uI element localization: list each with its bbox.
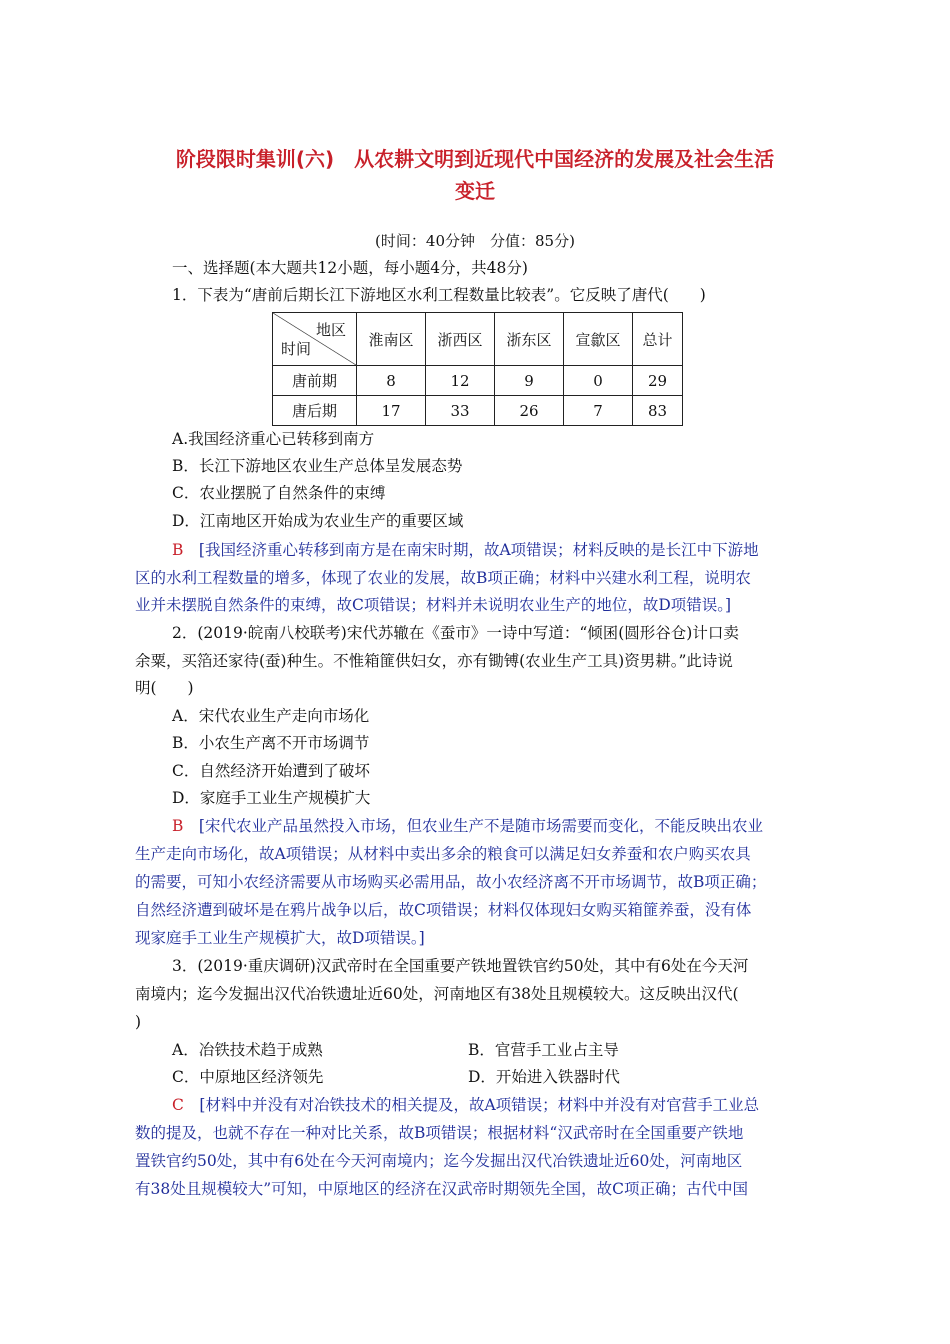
table-cell: 83 [633, 396, 683, 426]
q2-explanation-line: 自然经济遭到破坏是在鸦片战争以后，故C项错误；材料仅体现妇女购买箱篚养蚕，没有体 [135, 901, 752, 919]
q2-answer [172, 815, 763, 837]
q2-option-d: D．家庭手工业生产规模扩大 [172, 789, 371, 807]
q3-explanation-line: 置铁官约50处，其中有6处在今天河南境内；迄今发掘出汉代冶铁遗址近60处，河南地区 [135, 1152, 743, 1170]
table-cell: 33 [426, 396, 495, 426]
q1-explanation-line: 业并未摆脱自然条件的束缚，故C项错误；材料并未说明农业生产的地位，故D项错误。] [135, 596, 732, 614]
q1-option-c: C．农业摆脱了自然条件的束缚 [172, 484, 386, 502]
q3-explanation-line: 有38处且规模较大”可知，中原地区的经济在汉武帝时期领先全国，故C项正确；古代中国 [135, 1180, 749, 1198]
time-score-info: (时间：40分钟 分值：85分) [375, 232, 575, 250]
q3-answer-key: C [172, 1096, 184, 1114]
q3-option-c: C．中原地区经济领先 [172, 1068, 324, 1086]
question-3-stem: 3．(2019·重庆调研)汉武帝时在全国重要产铁地置铁官约50处，其中有6处在今天河 [172, 957, 749, 975]
corner-label-region: 地区 [315, 321, 346, 339]
table-row-label: 唐后期 [273, 396, 357, 426]
table-cell: 17 [357, 396, 426, 426]
irrigation-table [272, 312, 683, 426]
table-cell: 0 [564, 366, 633, 396]
table-cell: 12 [426, 366, 495, 396]
section-heading: 一、选择题(本大题共12小题，每小题4分，共48分) [172, 259, 528, 277]
q2-option-b: B．小农生产离不开市场调节 [172, 734, 370, 752]
q1-option-b: B．长江下游地区农业生产总体呈发展态势 [172, 457, 463, 475]
question-3-stem: ) [135, 1013, 142, 1031]
table-header-cell: 宣歙区 [564, 313, 633, 366]
q3-option-a: A．冶铁技术趋于成熟 [172, 1041, 323, 1059]
table-header-cell: 浙东区 [495, 313, 564, 366]
question-1-stem: 1．下表为“唐前后期长江下游地区水利工程数量比较表”。它反映了唐代( ) [172, 286, 706, 304]
q3-option-d: D．开始进入铁器时代 [468, 1068, 620, 1086]
q1-answer-key: B [172, 541, 184, 559]
table-row-label: 唐前期 [273, 366, 357, 396]
q2-explanation-line: 的需要，可知小农经济需要从市场购买必需用品，故小农经济离不开市场调节，故B项正确； [135, 873, 767, 891]
q1-explanation-line: [我国经济重心转移到南方是在南宋时期，故A项错误；材料反映的是长江中下游地 [198, 541, 759, 559]
page-title-line-1: 阶段限时集训(六) 从农耕文明到近现代中国经济的发展及社会生活 [175, 147, 775, 171]
question-2-stem: 明( ) [135, 679, 194, 697]
table-header-cell: 浙西区 [426, 313, 495, 366]
q2-explanation-line: 生产走向市场化，故A项错误；从材料中卖出多余的粮食可以满足妇女养蚕和农户购买农具 [135, 845, 751, 863]
table-header-cell: 总计 [633, 313, 683, 366]
q3-explanation-line: 数的提及，也就不存在一种对比关系，故B项错误；根据材料“汉武帝时在全国重要产铁地 [135, 1124, 744, 1142]
table-row [273, 366, 683, 396]
table-header-row [273, 313, 683, 366]
table-cell: 29 [633, 366, 683, 396]
table-cell: 8 [357, 366, 426, 396]
q2-answer-key: B [172, 817, 184, 835]
table-row [273, 396, 683, 426]
table-header-cell: 淮南区 [357, 313, 426, 366]
question-3-stem: 南境内；迄今发掘出汉代冶铁遗址近60处，河南地区有38处且规模较大。这反映出汉代( [135, 985, 739, 1003]
q1-option-a: A.我国经济重心已转移到南方 [172, 430, 375, 448]
q3-answer [172, 1094, 759, 1116]
q2-explanation-line: 现家庭手工业生产规模扩大，故D项错误。] [135, 929, 425, 947]
question-2-stem: 余粟，买箔还家待(蚕)种生。不惟箱篚供妇女，亦有锄镈(农业生产工具)资男耕。”此诗说 [135, 652, 733, 670]
table-cell: 26 [495, 396, 564, 426]
q2-option-a: A．宋代农业生产走向市场化 [172, 707, 370, 725]
table-cell: 7 [564, 396, 633, 426]
page-title-line-2: 变迁 [455, 179, 495, 203]
question-2-stem: 2．(2019·皖南八校联考)宋代苏辙在《蚕市》一诗中写道：“倾囷(圆形谷仓)计口卖 [172, 624, 739, 642]
table-cell: 9 [495, 366, 564, 396]
q2-option-c: C．自然经济开始遭到了破坏 [172, 762, 370, 780]
q2-explanation-line: [宋代农业产品虽然投入市场，但农业生产不是随市场需要而变化，不能反映出农业 [198, 817, 763, 835]
table-corner-cell [273, 313, 357, 366]
q1-explanation-line: 区的水利工程数量的增多，体现了农业的发展，故B项正确；材料中兴建水利工程，说明农 [135, 569, 751, 587]
q3-option-b: B．官营手工业占主导 [468, 1041, 619, 1059]
q1-answer [172, 539, 759, 561]
corner-label-time: 时间 [281, 340, 312, 358]
q1-option-d: D．江南地区开始成为农业生产的重要区域 [172, 512, 464, 530]
q3-explanation-line: [材料中并没有对冶铁技术的相关提及，故A项错误；材料中并没有对官营手工业总 [199, 1096, 760, 1114]
